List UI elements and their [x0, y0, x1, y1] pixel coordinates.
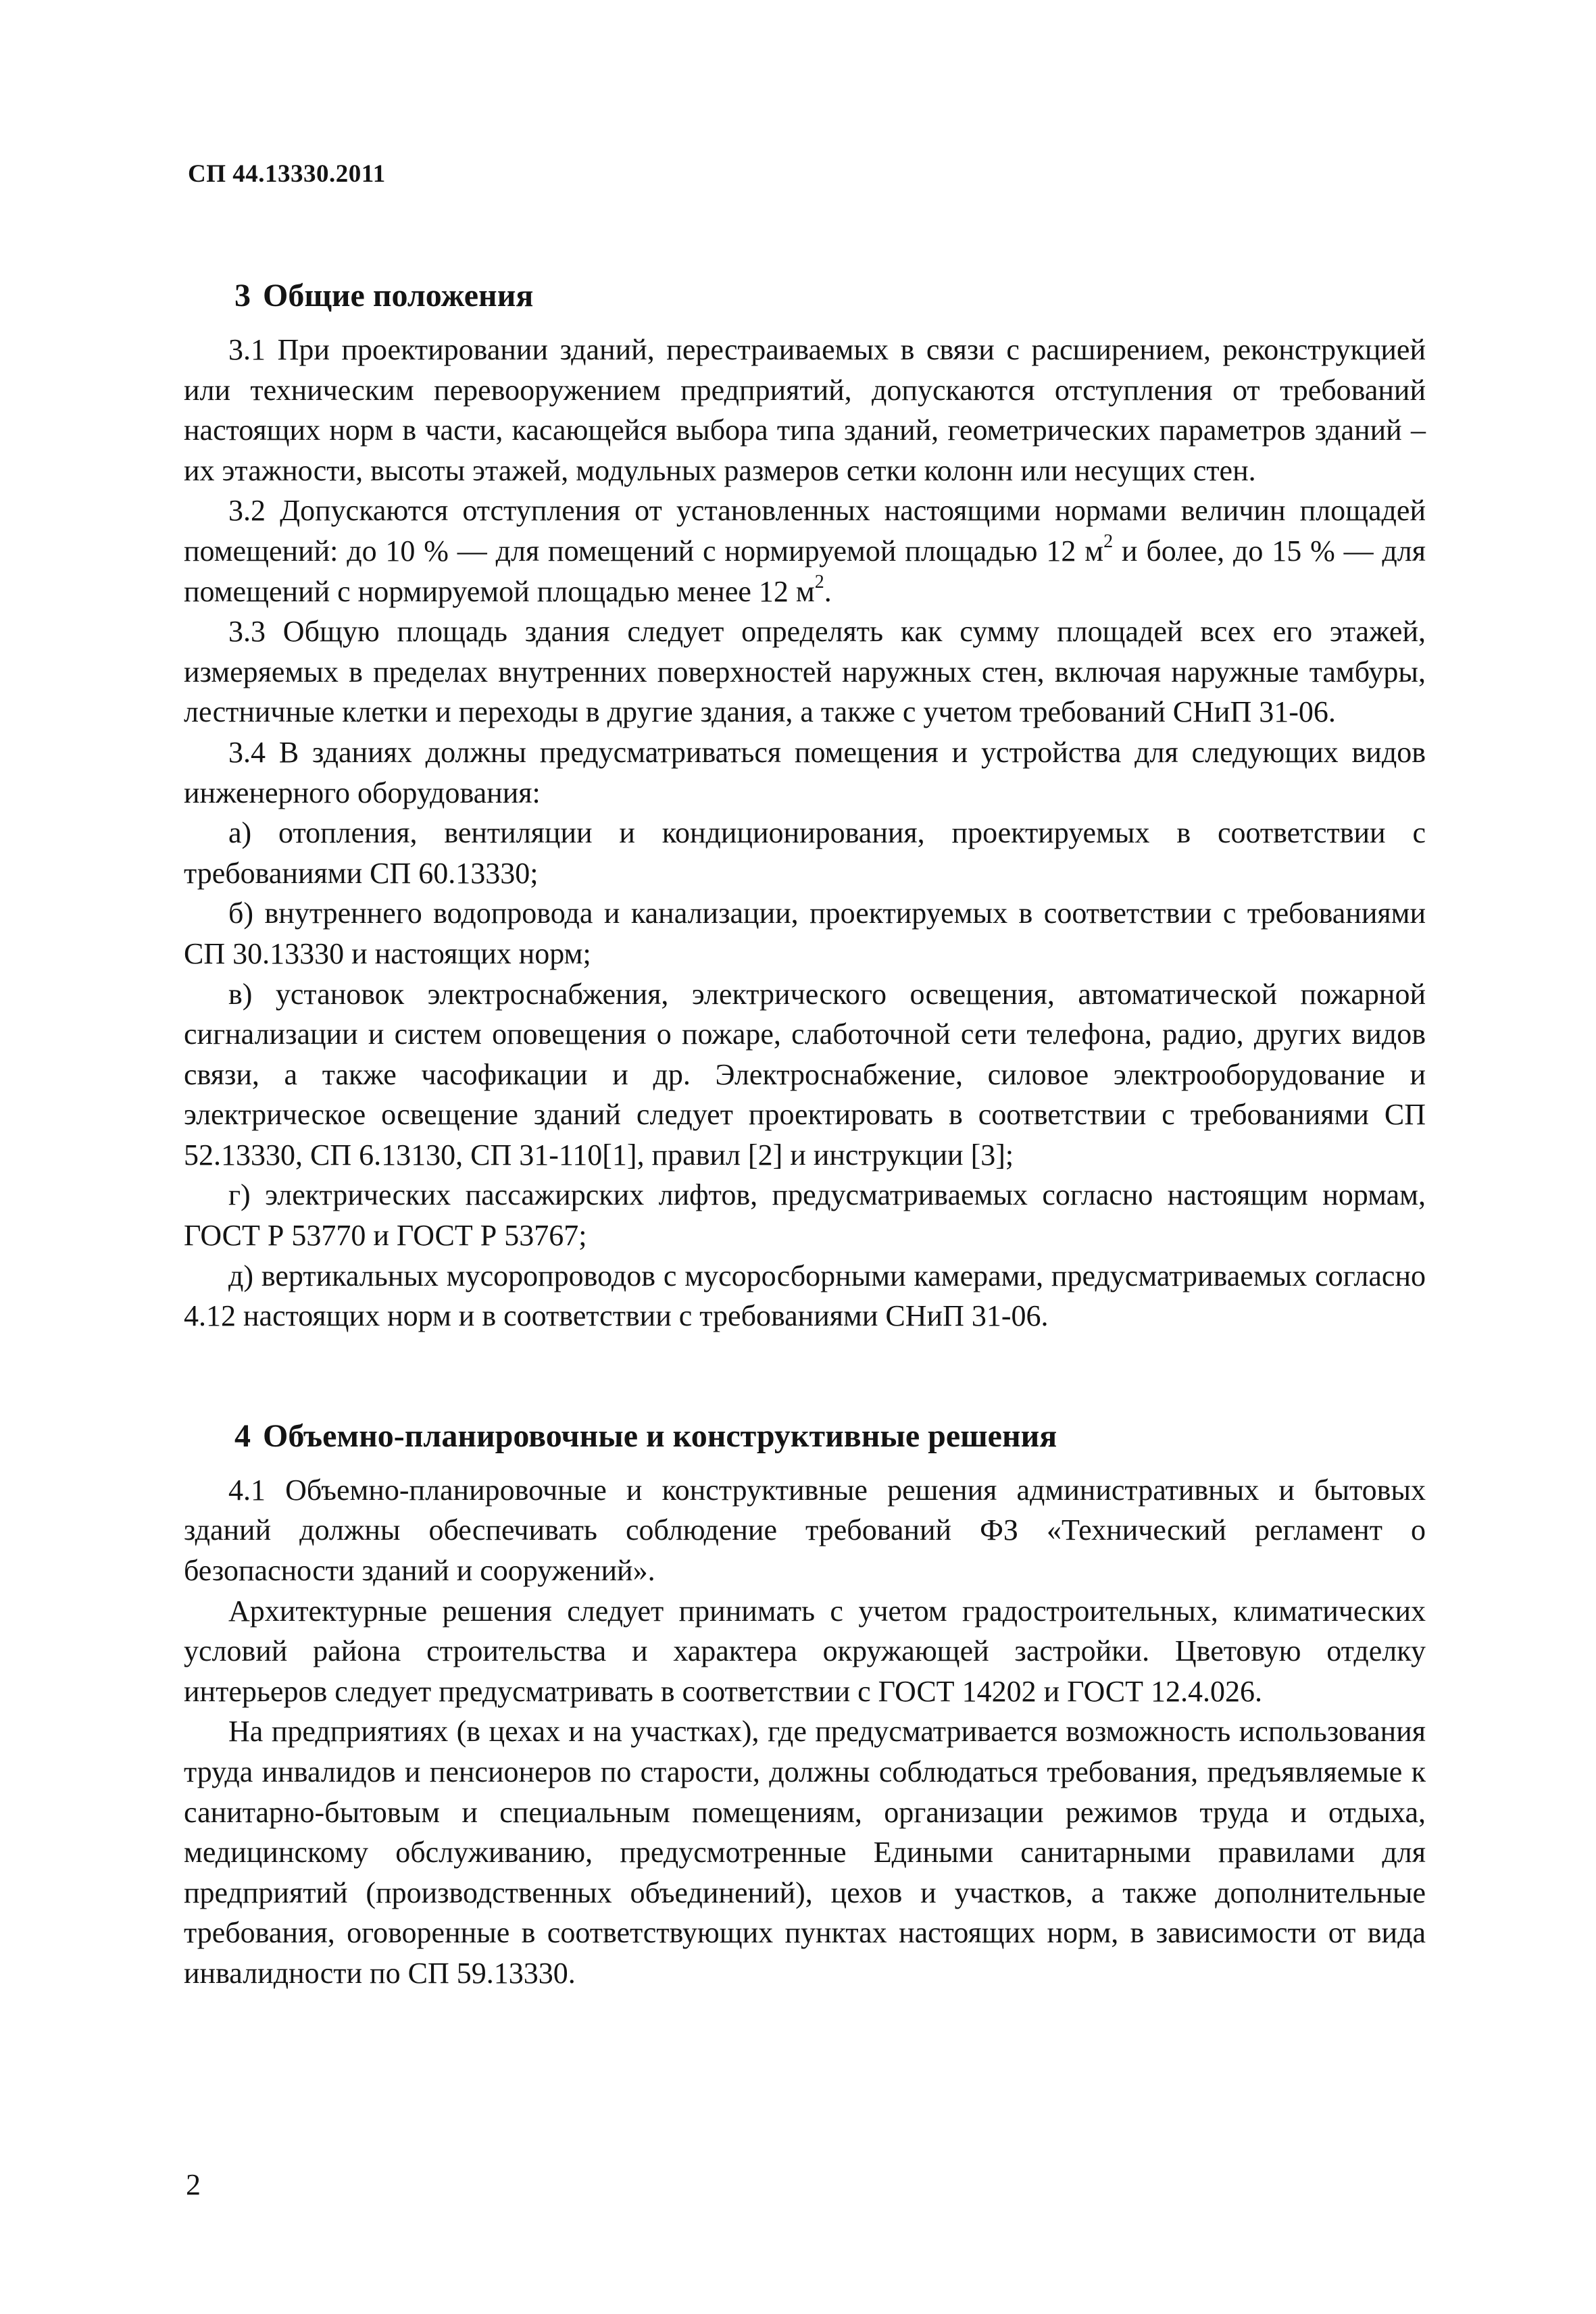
paragraph-3-3: 3.3 Общую площадь здания следует определять как сумму площадей всех его этажей, измеряемых в пределах внутренних поверхностей наружных стен, включая наружные тамбуры, лестничные клетки и переходы в другие здания, а также с учетом требований СНиП 31-06.: [184, 615, 1426, 729]
paragraph-4-1: 4.1 Объемно-планировочные и конструктивные решения административных и бытовых зданий должны обеспечивать соблюдение требований ФЗ «Технический регламент о безопасности зданий и сооружений».: [184, 1473, 1426, 1588]
list-item-v: в) установок электроснабжения, электрического освещения, автоматической пожарной сигнализации и систем оповещения о пожаре, слаботочной сети телефона, радио, других видов связи, а также часофикации и др. Электроснабжение, силовое электрооборудование и электрическое освещение зданий следует проектировать в соответствии с требованиями СП 52.13330, СП 6.13130, СП 31-110[1], правил [2] и инструкции [3];: [184, 977, 1426, 1172]
section-4-number: 4: [234, 1417, 251, 1454]
paragraph-disabled-workers: На предприятиях (в цехах и на участках), где предусматривается возможность использования труда инвалидов и пенсионеров по старости, должны соблюдаться требования, предъявляемые к санитарно-бытовым и специальным помещениям, организации режимов труда и отдыха, медицинскому обслуживанию, предусмотренные Едиными санитарными правилами для предприятий (производственных объединений), цехов и участков, а также дополнительные требования, оговоренные в соответствующих пунктах настоящих норм, в зависимости от вида инвалидности по СП 59.13330.: [184, 1715, 1426, 1990]
paragraph-3-2-part-c: .: [824, 574, 832, 608]
superscript-2-second: 2: [814, 571, 824, 593]
section-4-heading: [184, 1416, 1426, 1457]
paragraph-3-4: 3.4 В зданиях должны предусматриваться помещения и устройства для следующих видов инженерного оборудования:: [184, 735, 1426, 809]
superscript-2-first: 2: [1103, 530, 1114, 552]
section-3-title: Общие положения: [263, 278, 534, 313]
paragraph-3-1: 3.1 При проектировании зданий, перестраиваемых в связи с расширением, реконструкцией или техническим перевооружением предприятий, допускаются отступления от требований настоящих норм в части, касающейся выбора типа зданий, геометрических параметров зданий – их этажности, высоты этажей, модульных размеров сетки колонн или несущих стен.: [184, 333, 1426, 487]
list-item-d: д) вертикальных мусоропроводов с мусоросборными камерами, предусматриваемых согласно 4.12 настоящих норм и в соответствии с требованиями СНиП 31-06.: [184, 1259, 1426, 1333]
page-number: 2: [186, 2168, 201, 2201]
list-item-g: г) электрических пассажирских лифтов, предусматриваемых согласно настоящим нормам, ГОСТ Р 53770 и ГОСТ Р 53767;: [184, 1178, 1426, 1253]
paragraph-3-2: [184, 491, 1426, 611]
paragraph-3-2-part-b: и более, до 15 % — для помещений с нормируемой площадью менее 12 м: [184, 534, 1426, 608]
list-item-b: б) внутреннего водопровода и канализации, проектируемых в соответствии с требованиями СП 30.13330 и настоящих норм;: [184, 897, 1426, 970]
list-item-a: а) отопления, вентиляции и кондиционирования, проектируемых в соответствии с требованиями СП 60.13330;: [184, 816, 1426, 890]
section-3-number: 3: [234, 278, 251, 313]
document-body: [184, 276, 1426, 1994]
document-code: СП 44.13330.2011: [188, 160, 386, 188]
section-4-title: Объемно-планировочные и конструктивные решения: [263, 1417, 1057, 1454]
section-3-heading: [184, 276, 1426, 316]
paragraph-3-2-part-a: 3.2 Допускаются отступления от установленных настоящими нормами величин площадей помещений: до 10 % — для помещений с нормируемой площадью 12 м: [184, 494, 1426, 568]
paragraph-architecture: Архитектурные решения следует принимать с учетом градостроительных, климатических условий района строительства и характера окружающей застройки. Цветовую отделку интерьеров следует предусматривать в соответствии с ГОСТ 14202 и ГОСТ 12.4.026.: [184, 1594, 1426, 1708]
